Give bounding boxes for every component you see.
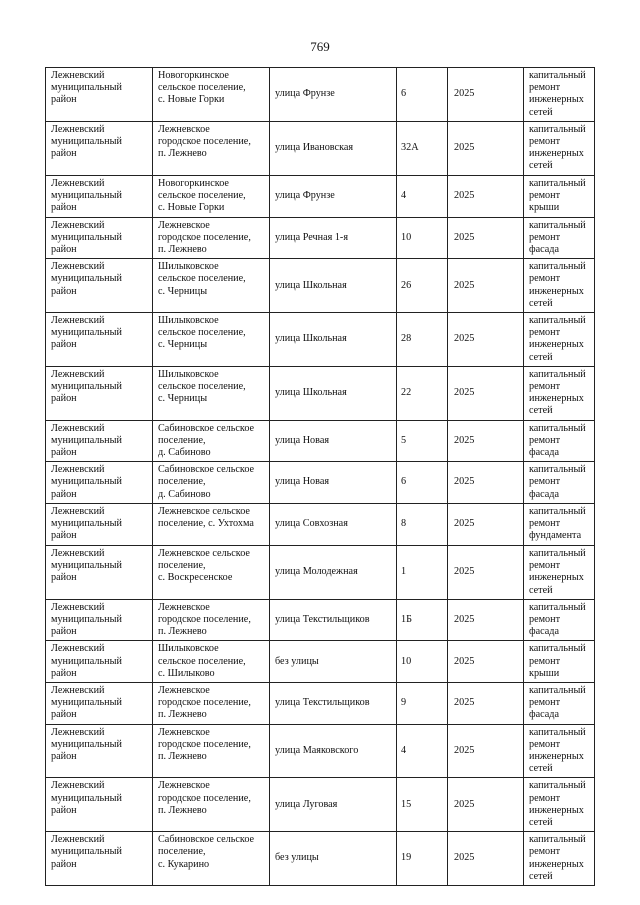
table-row <box>46 682 595 724</box>
house-number-cell: 6 <box>397 462 448 504</box>
house-number-cell: 32А <box>397 121 448 175</box>
year-cell: 2025 <box>448 420 524 462</box>
work-type-cell: капитальный ремонт инженерных сетей <box>524 313 595 367</box>
street-cell: улица Новая <box>270 462 397 504</box>
street-cell: без улицы <box>270 641 397 683</box>
table-row <box>46 832 595 886</box>
year-cell: 2025 <box>448 462 524 504</box>
year-cell: 2025 <box>448 503 524 545</box>
street-cell: улица Молодежная <box>270 545 397 599</box>
house-number-cell: 22 <box>397 366 448 420</box>
settlement-cell: Шилыковское сельское поселение, с. Шилыково <box>153 641 270 683</box>
house-number-cell: 15 <box>397 778 448 832</box>
settlement-cell: Лежневское городское поселение, п. Лежнево <box>153 217 270 259</box>
house-number-cell: 4 <box>397 175 448 217</box>
year-cell: 2025 <box>448 313 524 367</box>
district-cell: Лежневский муниципальный район <box>46 778 153 832</box>
house-number-cell: 26 <box>397 259 448 313</box>
district-cell: Лежневский муниципальный район <box>46 599 153 641</box>
district-cell: Лежневский муниципальный район <box>46 682 153 724</box>
settlement-cell: Лежневское городское поселение, п. Лежнево <box>153 778 270 832</box>
year-cell: 2025 <box>448 682 524 724</box>
table-body <box>46 68 595 886</box>
district-cell: Лежневский муниципальный район <box>46 259 153 313</box>
year-cell: 2025 <box>448 175 524 217</box>
district-cell: Лежневский муниципальный район <box>46 175 153 217</box>
house-number-cell: 6 <box>397 68 448 122</box>
settlement-cell: Новогоркинское сельское поселение, с. Новые Горки <box>153 175 270 217</box>
work-type-cell: капитальный ремонт инженерных сетей <box>524 259 595 313</box>
table-row <box>46 259 595 313</box>
house-number-cell: 10 <box>397 641 448 683</box>
work-type-cell: капитальный ремонт инженерных сетей <box>524 832 595 886</box>
settlement-cell: Лежневское сельское поселение, с. Ухтохма <box>153 503 270 545</box>
settlement-cell: Лежневское городское поселение, п. Лежнево <box>153 121 270 175</box>
settlement-cell: Лежневское городское поселение, п. Лежнево <box>153 682 270 724</box>
settlement-cell: Лежневское городское поселение, п. Лежнево <box>153 599 270 641</box>
street-cell: улица Фрунзе <box>270 68 397 122</box>
settlement-cell: Лежневское городское поселение, п. Лежнево <box>153 724 270 778</box>
street-cell: улица Школьная <box>270 259 397 313</box>
street-cell: улица Фрунзе <box>270 175 397 217</box>
table-row <box>46 462 595 504</box>
table-row <box>46 778 595 832</box>
district-cell: Лежневский муниципальный район <box>46 313 153 367</box>
work-type-cell: капитальный ремонт инженерных сетей <box>524 545 595 599</box>
table-row <box>46 68 595 122</box>
work-type-cell: капитальный ремонт инженерных сетей <box>524 778 595 832</box>
table-row <box>46 641 595 683</box>
year-cell: 2025 <box>448 217 524 259</box>
district-cell: Лежневский муниципальный район <box>46 217 153 259</box>
settlement-cell: Шилыковское сельское поселение, с. Черницы <box>153 259 270 313</box>
street-cell: улица Речная 1-я <box>270 217 397 259</box>
year-cell: 2025 <box>448 832 524 886</box>
work-type-cell: капитальный ремонт крыши <box>524 175 595 217</box>
work-type-cell: капитальный ремонт инженерных сетей <box>524 68 595 122</box>
house-number-cell: 28 <box>397 313 448 367</box>
district-cell: Лежневский муниципальный район <box>46 641 153 683</box>
work-type-cell: капитальный ремонт фасада <box>524 420 595 462</box>
year-cell: 2025 <box>448 641 524 683</box>
street-cell: улица Текстильщиков <box>270 599 397 641</box>
repair-schedule-table <box>45 67 595 886</box>
district-cell: Лежневский муниципальный район <box>46 121 153 175</box>
district-cell: Лежневский муниципальный район <box>46 462 153 504</box>
work-type-cell: капитальный ремонт инженерных сетей <box>524 366 595 420</box>
work-type-cell: капитальный ремонт фасада <box>524 217 595 259</box>
table-row <box>46 217 595 259</box>
table-row <box>46 313 595 367</box>
house-number-cell: 8 <box>397 503 448 545</box>
work-type-cell: капитальный ремонт инженерных сетей <box>524 121 595 175</box>
work-type-cell: капитальный ремонт фундамента <box>524 503 595 545</box>
year-cell: 2025 <box>448 68 524 122</box>
year-cell: 2025 <box>448 778 524 832</box>
street-cell: улица Маяковского <box>270 724 397 778</box>
house-number-cell: 9 <box>397 682 448 724</box>
house-number-cell: 5 <box>397 420 448 462</box>
street-cell: улица Новая <box>270 420 397 462</box>
street-cell: улица Школьная <box>270 366 397 420</box>
table-row <box>46 366 595 420</box>
settlement-cell: Сабиновское сельское поселение, д. Сабиново <box>153 420 270 462</box>
table-row <box>46 724 595 778</box>
house-number-cell: 1 <box>397 545 448 599</box>
settlement-cell: Лежневское сельское поселение, с. Воскресенское <box>153 545 270 599</box>
street-cell: улица Ивановская <box>270 121 397 175</box>
district-cell: Лежневский муниципальный район <box>46 724 153 778</box>
street-cell: улица Текстильщиков <box>270 682 397 724</box>
year-cell: 2025 <box>448 545 524 599</box>
district-cell: Лежневский муниципальный район <box>46 68 153 122</box>
work-type-cell: капитальный ремонт крыши <box>524 641 595 683</box>
settlement-cell: Сабиновское сельское поселение, с. Кукарино <box>153 832 270 886</box>
work-type-cell: капитальный ремонт фасада <box>524 599 595 641</box>
settlement-cell: Сабиновское сельское поселение, д. Сабиново <box>153 462 270 504</box>
settlement-cell: Новогоркинское сельское поселение, с. Новые Горки <box>153 68 270 122</box>
street-cell: без улицы <box>270 832 397 886</box>
street-cell: улица Школьная <box>270 313 397 367</box>
work-type-cell: капитальный ремонт фасада <box>524 682 595 724</box>
table-row <box>46 420 595 462</box>
page-number: 769 <box>310 39 330 54</box>
settlement-cell: Шилыковское сельское поселение, с. Черницы <box>153 366 270 420</box>
house-number-cell: 19 <box>397 832 448 886</box>
district-cell: Лежневский муниципальный район <box>46 545 153 599</box>
table-row <box>46 503 595 545</box>
house-number-cell: 4 <box>397 724 448 778</box>
year-cell: 2025 <box>448 121 524 175</box>
table-row <box>46 599 595 641</box>
year-cell: 2025 <box>448 259 524 313</box>
street-cell: улица Луговая <box>270 778 397 832</box>
district-cell: Лежневский муниципальный район <box>46 832 153 886</box>
year-cell: 2025 <box>448 366 524 420</box>
work-type-cell: капитальный ремонт фасада <box>524 462 595 504</box>
year-cell: 2025 <box>448 724 524 778</box>
district-cell: Лежневский муниципальный район <box>46 503 153 545</box>
work-type-cell: капитальный ремонт инженерных сетей <box>524 724 595 778</box>
year-cell: 2025 <box>448 599 524 641</box>
district-cell: Лежневский муниципальный район <box>46 420 153 462</box>
house-number-cell: 10 <box>397 217 448 259</box>
settlement-cell: Шилыковское сельское поселение, с. Черницы <box>153 313 270 367</box>
table-row <box>46 121 595 175</box>
house-number-cell: 1Б <box>397 599 448 641</box>
street-cell: улица Совхозная <box>270 503 397 545</box>
table-row <box>46 545 595 599</box>
table-row <box>46 175 595 217</box>
district-cell: Лежневский муниципальный район <box>46 366 153 420</box>
